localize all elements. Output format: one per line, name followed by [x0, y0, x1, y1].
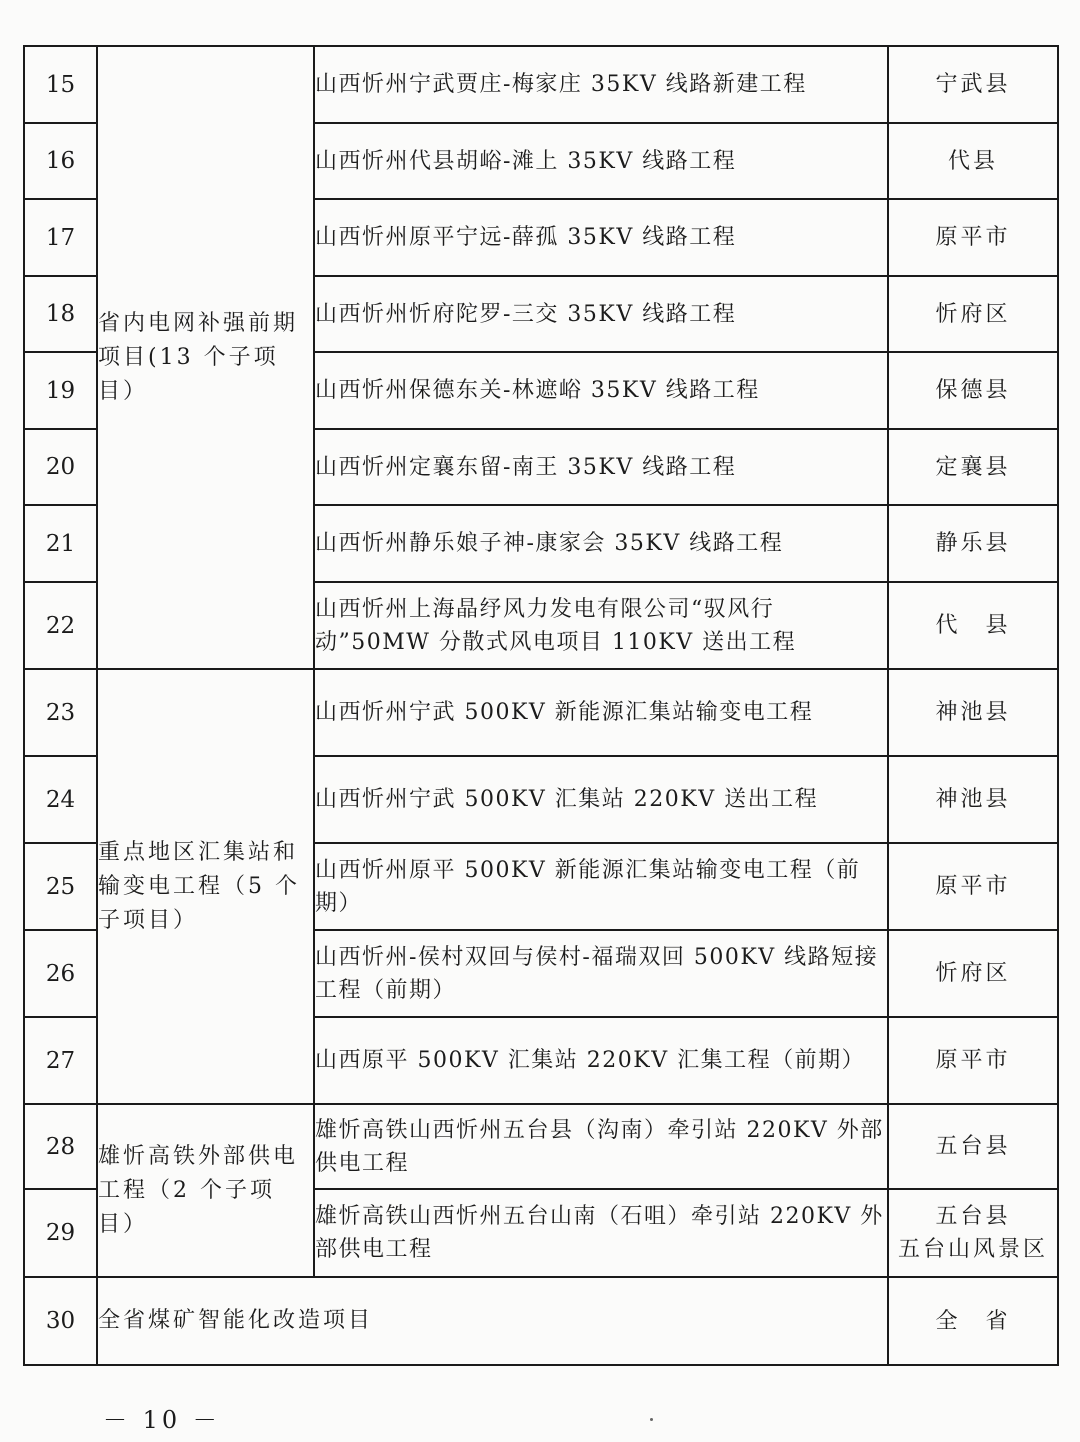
location-cell	[888, 756, 1058, 843]
row-number: 18	[24, 276, 97, 352]
location-line: 代县	[947, 148, 998, 174]
group-label-line: 输变电工程（5 个	[98, 873, 300, 899]
location-cell	[888, 1104, 1058, 1189]
project-name: 全省煤矿智能化改造项目	[97, 1277, 888, 1365]
group-cell	[97, 46, 314, 669]
location-cell	[888, 46, 1058, 123]
row-number: 16	[24, 123, 97, 199]
scan-speck	[650, 1418, 653, 1421]
project-name: 山西忻州忻府陀罗-三交 35KV 线路工程	[314, 276, 888, 352]
group-cell	[97, 669, 314, 1104]
location-line: 原平市	[935, 874, 1011, 899]
row-number: 29	[24, 1189, 97, 1277]
project-name: 山西忻州宁武贾庄-梅家庄 35KV 线路新建工程	[314, 46, 888, 123]
project-name: 山西忻州保德东关-林遮峪 35KV 线路工程	[314, 352, 888, 429]
location-cell	[888, 199, 1058, 276]
location-line: 五台山风景区	[897, 1237, 1048, 1262]
row-number: 23	[24, 669, 97, 756]
location-cell	[888, 276, 1058, 352]
location-cell	[888, 429, 1058, 505]
location-line: 全 省	[935, 1308, 1011, 1334]
location-cell	[888, 669, 1058, 756]
location-line: 静乐县	[935, 531, 1011, 556]
location-cell	[888, 1017, 1058, 1104]
row-number: 25	[24, 843, 97, 930]
location-cell	[888, 1189, 1058, 1277]
location-cell	[888, 1277, 1058, 1365]
group-cell	[97, 1104, 314, 1277]
project-name: 山西忻州上海晶纾风力发电有限公司“驭风行动”50MW 分散式风电项目 110KV 送出工程	[314, 582, 888, 669]
project-name: 山西忻州原平宁远-薛孤 35KV 线路工程	[314, 199, 888, 276]
table-row	[24, 46, 1058, 123]
location-cell	[888, 352, 1058, 429]
location-line: 神池县	[935, 700, 1011, 725]
row-number: 21	[24, 505, 97, 582]
row-number: 19	[24, 352, 97, 429]
project-name: 山西忻州宁武 500KV 汇集站 220KV 送出工程	[314, 756, 888, 843]
location-line: 原平市	[935, 1048, 1011, 1073]
location-cell	[888, 930, 1058, 1017]
project-name: 山西忻州宁武 500KV 新能源汇集站输变电工程	[314, 669, 888, 756]
table-row	[24, 669, 1058, 756]
project-name: 山西忻州静乐娘子神-康家会 35KV 线路工程	[314, 505, 888, 582]
location-line: 忻府区	[935, 961, 1011, 986]
project-name: 山西忻州定襄东留-南王 35KV 线路工程	[314, 429, 888, 505]
row-number: 17	[24, 199, 97, 276]
project-name: 山西原平 500KV 汇集站 220KV 汇集工程（前期）	[314, 1017, 888, 1104]
location-cell	[888, 582, 1058, 669]
row-number: 27	[24, 1017, 97, 1104]
group-label-line: 工程（2 个子项目）	[98, 1177, 275, 1237]
group-label-line: 项目(13 个子项目）	[98, 344, 279, 404]
row-number: 30	[24, 1277, 97, 1365]
project-name: 山西忻州原平 500KV 新能源汇集站输变电工程（前期）	[314, 843, 888, 930]
location-line: 五台县	[935, 1204, 1011, 1229]
row-number: 22	[24, 582, 97, 669]
group-label-line: 省内电网补强前期	[98, 310, 299, 336]
table-row	[24, 1104, 1058, 1189]
row-number: 26	[24, 930, 97, 1017]
row-number: 24	[24, 756, 97, 843]
project-name: 山西忻州-侯村双回与侯村-福瑞双回 500KV 线路短接工程（前期）	[314, 930, 888, 1017]
project-name: 雄忻高铁山西忻州五台山南（石咀）牵引站 220KV 外部供电工程	[314, 1189, 888, 1277]
group-label-line: 重点地区汇集站和	[98, 839, 299, 865]
row-number: 15	[24, 46, 97, 123]
location-cell	[888, 505, 1058, 582]
location-line: 原平市	[935, 225, 1011, 250]
location-line: 宁武县	[935, 72, 1011, 97]
location-line: 五台县	[935, 1134, 1011, 1159]
project-table	[23, 45, 1059, 1366]
page-number: － 10 －	[103, 1406, 221, 1434]
location-line: 定襄县	[935, 454, 1011, 480]
project-name: 山西忻州代县胡峪-滩上 35KV 线路工程	[314, 123, 888, 199]
location-cell	[888, 123, 1058, 199]
location-cell	[888, 843, 1058, 930]
location-line: 代 县	[935, 613, 1011, 638]
location-line: 保德县	[935, 378, 1011, 403]
row-number: 20	[24, 429, 97, 505]
project-name: 雄忻高铁山西忻州五台县（沟南）牵引站 220KV 外部供电工程	[314, 1104, 888, 1189]
group-label-line: 雄忻高铁外部供电	[98, 1143, 299, 1169]
table-row	[24, 1277, 1058, 1365]
location-line: 神池县	[935, 787, 1011, 812]
location-line: 忻府区	[935, 301, 1011, 327]
group-label-line: 子项目）	[98, 907, 199, 933]
row-number: 28	[24, 1104, 97, 1189]
